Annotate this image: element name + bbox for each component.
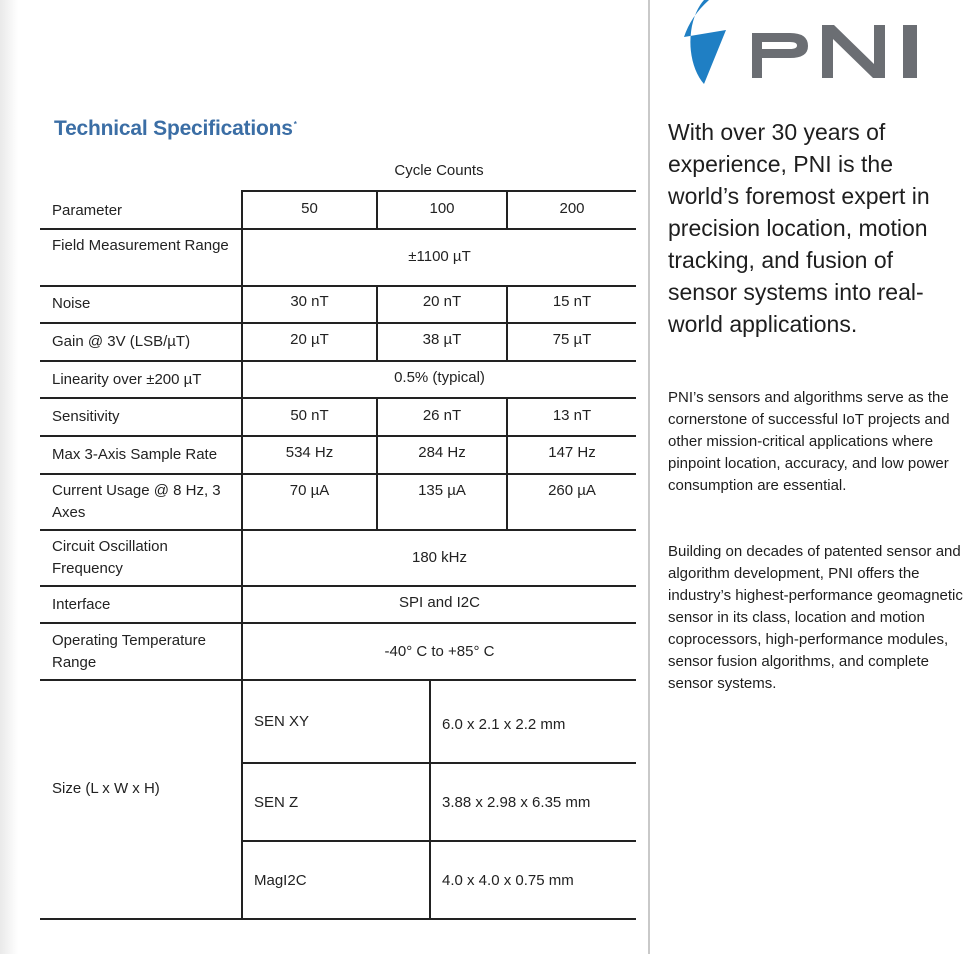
size-value-magi2c: 4.0 x 4.0 x 0.75 mm bbox=[442, 872, 574, 889]
rule bbox=[40, 322, 636, 324]
rule bbox=[40, 529, 636, 531]
rule bbox=[40, 473, 636, 475]
cycle-counts-header: Cycle Counts bbox=[394, 162, 484, 179]
value-noise-100: 20 nT bbox=[422, 293, 462, 310]
value-linearity: 0.5% (typical) bbox=[394, 369, 485, 386]
size-value-sen-xy: 6.0 x 2.1 x 2.2 mm bbox=[442, 716, 566, 733]
page-edge-shadow bbox=[0, 0, 18, 954]
value-sensitivity-50: 50 nT bbox=[290, 407, 329, 424]
row-label-temperature: Operating Temperature Range bbox=[52, 632, 206, 671]
value-current-100: 135 µA bbox=[418, 482, 466, 499]
row-label-field-range: Field Measurement Range bbox=[52, 237, 229, 254]
size-name-sen-xy: SEN XY bbox=[254, 713, 310, 730]
value-sample-rate-100: 284 Hz bbox=[418, 444, 466, 461]
value-gain-100: 38 µT bbox=[422, 331, 462, 348]
rule-bottom bbox=[40, 918, 636, 920]
rule bbox=[40, 585, 636, 587]
value-noise-200: 15 nT bbox=[552, 293, 592, 310]
column-divider bbox=[648, 0, 650, 954]
row-label-interface: Interface bbox=[52, 596, 111, 613]
rule bbox=[40, 622, 636, 624]
value-current-200: 260 µA bbox=[548, 482, 596, 499]
value-oscillation: 180 kHz bbox=[411, 549, 468, 566]
header-parameter: Parameter bbox=[52, 202, 123, 219]
row-label-oscillation: Circuit Oscillation Frequency bbox=[52, 538, 168, 577]
header-cycle-50: 50 bbox=[301, 200, 318, 217]
col-rule-size bbox=[429, 679, 431, 920]
row-label-sensitivity: Sensitivity bbox=[52, 408, 120, 425]
rule bbox=[40, 679, 636, 681]
value-temperature: -40° C to +85° C bbox=[384, 643, 495, 660]
value-current-50: 70 µA bbox=[289, 482, 330, 499]
rule-header-top bbox=[242, 190, 636, 192]
rule bbox=[40, 285, 636, 287]
sidebar-headline: With over 30 years of experience, PNI is the world’s foremost expert in precision location, motion tracking, and fusion of sensor systems into real-world applications. bbox=[668, 119, 930, 337]
size-name-magi2c: MagI2C bbox=[254, 872, 307, 889]
value-sample-rate-200: 147 Hz bbox=[548, 444, 596, 461]
rule bbox=[40, 435, 636, 437]
value-field-range: ±1100 µT bbox=[408, 248, 471, 265]
pni-logo bbox=[666, 0, 926, 90]
rule bbox=[40, 228, 636, 230]
value-gain-50: 20 µT bbox=[290, 331, 329, 348]
rule bbox=[242, 840, 636, 842]
row-label-current: Current Usage @ 8 Hz, 3 Axes bbox=[52, 482, 221, 521]
value-interface: SPI and I2C bbox=[399, 594, 480, 611]
header-cycle-200: 200 bbox=[559, 200, 585, 217]
size-value-sen-z: 3.88 x 2.98 x 6.35 mm bbox=[442, 794, 591, 811]
value-sample-rate-50: 534 Hz bbox=[285, 444, 334, 461]
value-noise-50: 30 nT bbox=[290, 293, 329, 310]
row-label-sample-rate: Max 3-Axis Sample Rate bbox=[52, 446, 218, 463]
row-label-gain: Gain @ 3V (LSB/µT) bbox=[52, 333, 191, 350]
row-label-noise: Noise bbox=[52, 295, 91, 312]
rule bbox=[242, 762, 636, 764]
row-label-linearity: Linearity over ±200 µT bbox=[52, 371, 202, 388]
header-cycle-100: 100 bbox=[429, 200, 455, 217]
value-sensitivity-100: 26 nT bbox=[422, 407, 462, 424]
size-name-sen-z: SEN Z bbox=[254, 794, 299, 811]
rule bbox=[40, 397, 636, 399]
row-label-size: Size (L x W x H) bbox=[52, 780, 160, 797]
footnote-mark: * bbox=[293, 120, 297, 129]
rule bbox=[40, 360, 636, 362]
spec-table bbox=[40, 0, 636, 954]
section-title-text: Technical Specifications bbox=[54, 117, 293, 140]
sidebar-paragraph-1: PNI’s sensors and algorithms serve as the cornerstone of successful IoT projects and other mission-critical applications where pinpoint location, accuracy, and low power consumption are essential. bbox=[668, 389, 950, 494]
sidebar-paragraph-2: Building on decades of patented sensor and algorithm development, PNI offers the industry’s highest-performance geomagnetic sensor in its class, location and motion coprocessors, high-performance modules, sensor fusion algorithms, and complete sensor systems. bbox=[668, 543, 963, 692]
value-sensitivity-200: 13 nT bbox=[552, 407, 592, 424]
value-gain-200: 75 µT bbox=[552, 331, 592, 348]
